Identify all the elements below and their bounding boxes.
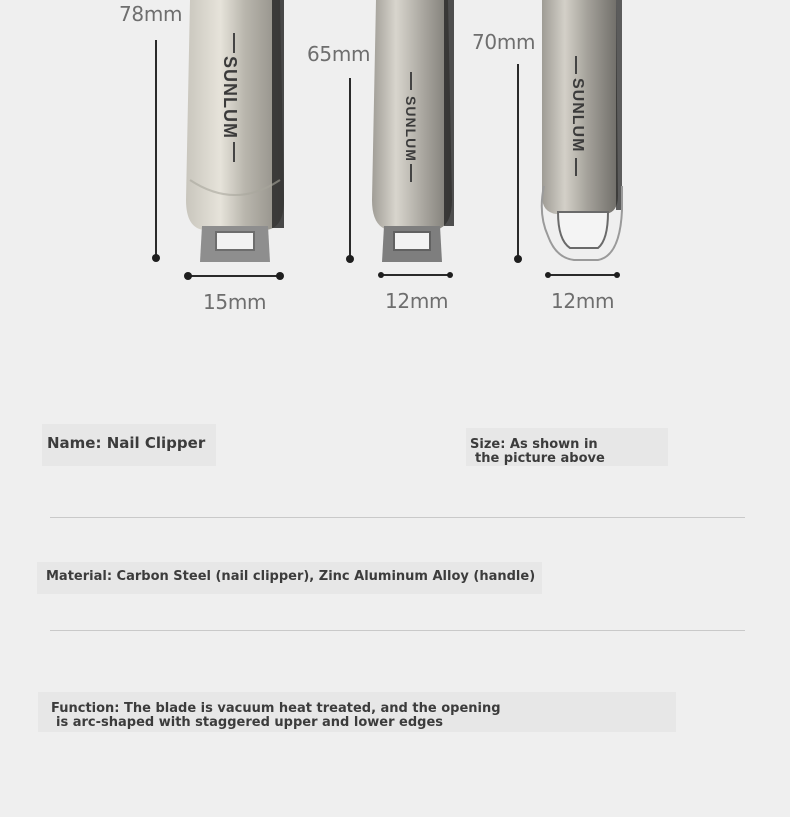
- width-dot-large-right: [276, 272, 284, 280]
- brand-mark-medium: SUNLUM: [403, 96, 419, 162]
- width-dot-small-left: [545, 272, 551, 278]
- divider-2: [50, 630, 745, 631]
- width-line-small: [548, 274, 617, 276]
- length-label-medium: 65mm: [307, 42, 371, 66]
- product-dimension-figure: [0, 0, 790, 340]
- length-dot-large: [152, 254, 160, 262]
- product-function-line2: is arc-shaped with staggered upper and lower edges: [56, 715, 444, 730]
- brand-mark-large: SUNLUM: [220, 56, 240, 139]
- width-label-medium: 12mm: [385, 289, 449, 313]
- product-size-line1: Size: As shown in: [470, 437, 598, 452]
- product-material: Material: Carbon Steel (nail clipper), Zinc Aluminum Alloy (handle): [46, 569, 536, 584]
- length-label-small: 70mm: [472, 30, 536, 54]
- length-label-large: 78mm: [119, 2, 183, 26]
- product-size-line2: the picture above: [475, 451, 605, 466]
- product-function-line1: Function: The blade is vacuum heat treated, and the opening: [51, 701, 501, 716]
- width-dot-medium-right: [447, 272, 453, 278]
- brand-rule-large-top: [233, 33, 235, 53]
- length-line-medium: [349, 78, 351, 258]
- product-name: Name: Nail Clipper: [47, 434, 206, 452]
- width-dot-small-right: [614, 272, 620, 278]
- brand-rule-medium-bottom: [410, 164, 412, 182]
- brand-rule-small-top: [575, 56, 577, 74]
- length-dot-small: [514, 255, 522, 263]
- width-label-small: 12mm: [551, 289, 615, 313]
- width-label-large: 15mm: [203, 290, 267, 314]
- length-dot-medium: [346, 255, 354, 263]
- width-dot-large-left: [184, 272, 192, 280]
- length-line-small: [517, 64, 519, 258]
- width-line-medium: [381, 274, 450, 276]
- length-line-large: [155, 40, 157, 258]
- brand-mark-small: SUNLUM: [569, 78, 586, 153]
- width-dot-medium-left: [378, 272, 384, 278]
- width-line-large: [188, 275, 280, 277]
- divider-1: [50, 517, 745, 518]
- brand-rule-medium-top: [410, 72, 412, 90]
- brand-rule-small-bottom: [575, 158, 577, 176]
- brand-rule-large-bottom: [233, 142, 235, 162]
